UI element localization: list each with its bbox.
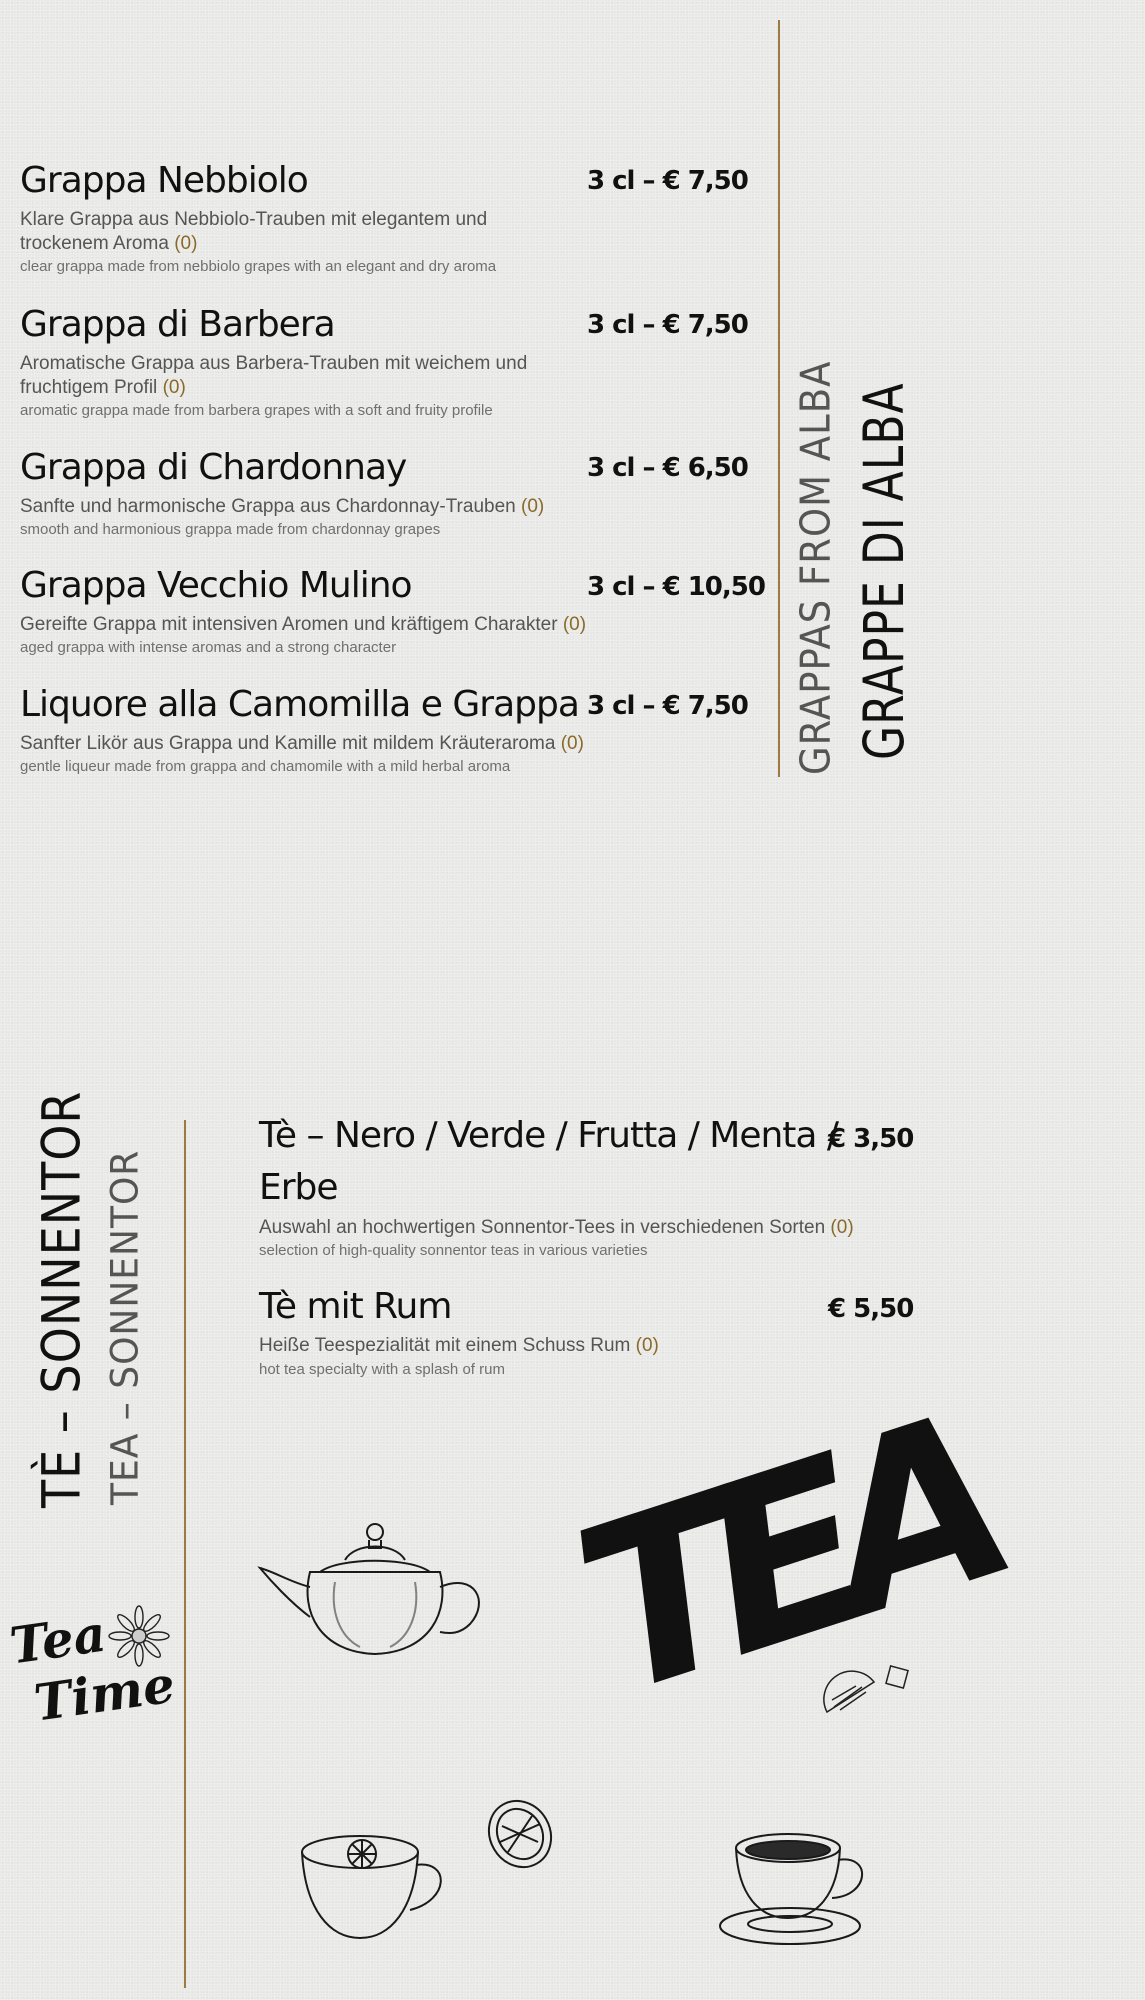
allergen-badge: (0)	[174, 233, 198, 254]
allergen-badge: (0)	[560, 733, 584, 754]
item-name: Liquore alla Camomilla e Grappa	[20, 684, 579, 725]
item-name: Grappa di Barbera	[20, 304, 335, 345]
chamomile-flower-icon	[108, 1605, 170, 1667]
tea-time-line2: Time	[30, 1654, 179, 1733]
section-divider	[778, 20, 780, 777]
section-title-en: TEA – SONNENTOR	[104, 1149, 148, 1505]
allergen-badge: (0)	[521, 496, 545, 517]
item-desc-de: Sanfte und harmonische Grappa aus Chardonnay-Trauben (0)	[20, 496, 545, 517]
allergen-badge: (0)	[562, 614, 587, 635]
item-price: € 5,50	[828, 1294, 914, 1324]
half-lemon-icon	[482, 1796, 558, 1872]
item-desc-en: gentle liqueur made from grappa and chamomile with a mild herbal aroma	[20, 758, 511, 775]
item-desc-de: Heiße Teespezialität mit einem Schuss Rum (0)	[259, 1335, 659, 1356]
item-desc-en: clear grappa made from nebbiolo grapes with an elegant and dry aroma	[20, 258, 497, 275]
item-price: 3 cl – € 10,50	[587, 572, 765, 602]
allergen-badge: (0)	[830, 1217, 854, 1238]
section-title-en: GRAPPAS FROM ALBA	[792, 360, 840, 775]
tea-cup-saucer-icon	[720, 1826, 880, 1950]
item-desc-en: aged grappa with intense aromas and a strong character	[20, 639, 397, 656]
tea-lettering: TEA	[550, 1369, 1016, 1748]
section-title-it: GRAPPE DI ALBA	[853, 382, 917, 760]
allergen-badge: (0)	[635, 1335, 659, 1356]
tea-cup-lemon-icon	[300, 1830, 450, 1942]
section-divider	[184, 1120, 186, 1988]
item-desc-de: Sanfter Likör aus Grappa und Kamille mit mildem Kräuteraroma (0)	[20, 733, 584, 754]
item-name: Grappa Vecchio Mulino	[20, 565, 412, 606]
item-desc-en: smooth and harmonious grappa made from chardonnay grapes	[20, 521, 441, 538]
item-desc-de: Auswahl an hochwertigen Sonnentor-Tees in verschiedenen Sorten (0)	[259, 1217, 854, 1238]
item-price: 3 cl – € 7,50	[587, 166, 748, 196]
lemon-slice-icon	[822, 1662, 912, 1724]
item-desc-de: Klare Grappa aus Nebbiolo-Trauben mit elegantem und trockenem Aroma (0)	[20, 209, 488, 254]
item-price: 3 cl – € 6,50	[587, 453, 748, 483]
item-price: € 3,50	[828, 1124, 914, 1154]
tea-lettering-icon	[550, 1369, 1016, 1748]
item-name-line2: Erbe	[259, 1167, 338, 1208]
item-name: Tè – Nero / Verde / Frutta / Menta /	[259, 1115, 839, 1156]
item-desc-de: Aromatische Grappa aus Barbera-Trauben mit weichem und fruchtigem Profil (0)	[20, 353, 528, 398]
item-name: Grappa Nebbiolo	[20, 160, 308, 201]
teapot-icon	[260, 1502, 492, 1662]
item-desc-en: aromatic grappa made from barbera grapes with a soft and fruity profile	[20, 402, 493, 419]
item-desc-de: Gereifte Grappa mit intensiven Aromen und kräftigem Charakter (0)	[20, 614, 587, 635]
item-desc-en: hot tea specialty with a splash of rum	[259, 1361, 505, 1378]
allergen-badge: (0)	[162, 377, 186, 398]
tea-time-line1: Tea	[6, 1603, 110, 1676]
item-name: Tè mit Rum	[259, 1286, 452, 1327]
item-price: 3 cl – € 7,50	[587, 691, 748, 721]
item-price: 3 cl – € 7,50	[587, 310, 748, 340]
section-title-it: TÈ – SONNENTOR	[30, 1090, 93, 1508]
item-desc-en: selection of high-quality sonnentor teas in various varieties	[259, 1242, 648, 1259]
item-name: Grappa di Chardonnay	[20, 447, 407, 488]
